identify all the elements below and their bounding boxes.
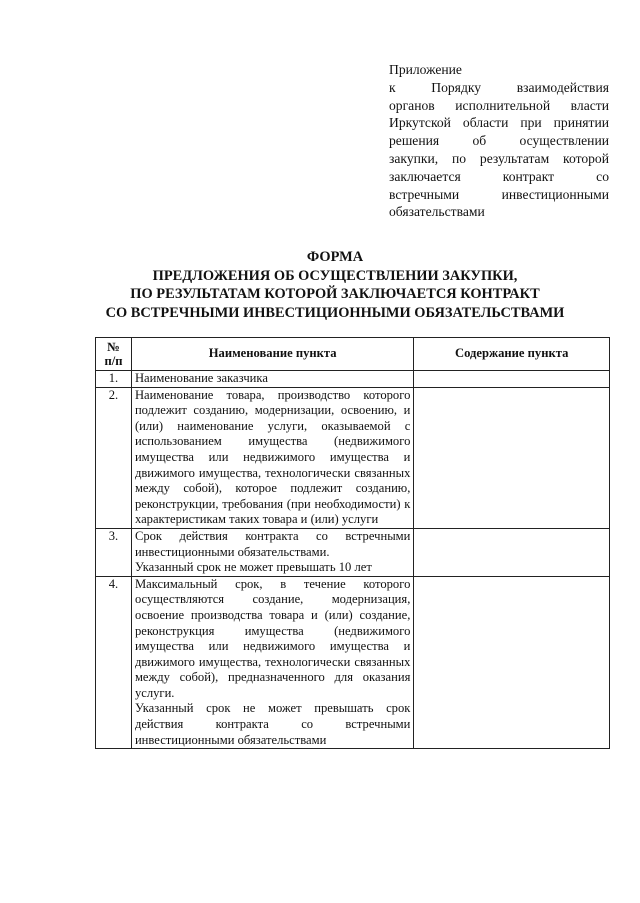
row-number: 4. [96,576,132,749]
table-row [96,371,610,388]
annex-line: обязательствами [389,204,485,220]
title-line: ПО РЕЗУЛЬТАТАМ КОТОРОЙ ЗАКЛЮЧАЕТСЯ КОНТРАКТ [130,286,540,303]
row-item-content [414,576,610,749]
item-name-paragraph: Срок действия контракта со встречными инвестиционными обязательствами. [134,528,411,559]
annex-line: встречными инвестиционными [389,186,609,202]
row-item-content [414,528,610,576]
annex-line: закупки, по результатам которой [389,150,609,166]
title-line: ФОРМА [306,249,364,265]
header-number [96,338,132,371]
title-line: ПРЕДЛОЖЕНИЯ ОБ ОСУЩЕСТВЛЕНИИ ЗАКУПКИ, [152,267,518,284]
table-row [96,528,610,576]
row-number: 1. [96,371,132,388]
annex-line: органов исполнительной власти [389,97,609,113]
row-item-name [131,528,413,576]
table-header-row [96,338,610,371]
annex-line: к Порядку взаимодействия [389,79,609,95]
annex-block [389,61,609,221]
table-row [96,576,610,749]
row-number: 3. [96,528,132,576]
row-item-content [414,371,610,388]
row-item-content [414,387,610,528]
form-title [60,248,610,322]
annex-line: заключается контракт со [389,168,609,184]
proposal-table [95,337,610,749]
annex-line: решения об осуществлении [389,133,609,149]
annex-line: Приложение [389,62,462,77]
item-name-paragraph: Максимальный срок, в течение которого осуществляются создание, модернизация, освоение производства товара и (или) создание, реконструкция имущества (недвижимого имущества или недвижимого имущества и движимого имущества, технологически связанных между собой), предназначенного для оказания услуги. [134,576,411,700]
header-item-content: Содержание пункта [414,338,610,371]
header-number-symbol: № [107,340,120,354]
annex-line: Иркутской области при принятии [389,115,609,131]
header-item-name: Наименование пункта [131,338,413,371]
row-item-name [131,371,413,388]
header-number-abbr: п/п [104,354,123,368]
table-row [96,387,610,528]
row-item-name [131,387,413,528]
item-name-paragraph: Наименование заказчика [134,371,268,385]
item-name-paragraph: Наименование товара, производство которого подлежит созданию, модернизации, освоению, и (или) наименование услуги, оказываемой с использованием имущества (недвижимого имущества или недвижимого имущества и движимого имущества, технологически связанных между собой), которое подлежит созданию, реконструкции, требования (при необходимости) к характеристикам таких товара и (или) услуги [134,387,411,527]
row-item-name [131,576,413,749]
item-name-paragraph: Указанный срок не может превышать 10 лет [134,560,372,575]
row-number: 2. [96,387,132,528]
title-line: СО ВСТРЕЧНЫМИ ИНВЕСТИЦИОННЫМИ ОБЯЗАТЕЛЬСТВАМИ [105,304,565,321]
item-name-paragraph: Указанный срок не может превышать срок действия контракта со встречными инвестиционными обязательствами [134,701,411,747]
